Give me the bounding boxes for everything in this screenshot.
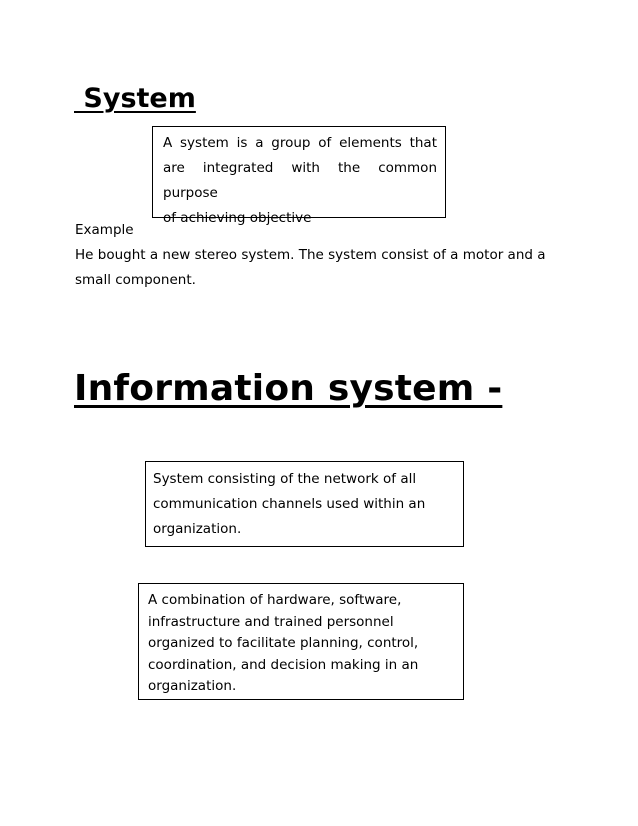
combination-definition-box (138, 583, 464, 700)
combination-definition-line: organization. (148, 678, 237, 694)
combination-definition-line: infrastructure and trained personnel (148, 613, 394, 630)
combination-definition-line: coordination, and decision making in an (148, 656, 419, 673)
network-definition-box (145, 461, 464, 547)
network-definition-line: System consisting of the network of all (153, 471, 417, 487)
network-definition-line: organization. (153, 521, 242, 537)
combination-definition-line: A combination of hardware, software, (148, 592, 402, 608)
network-definition-line: communication channels used within an (153, 496, 426, 512)
example-text-line: He bought a new stereo system. The system consist of a motor and a (75, 247, 546, 263)
example-label: Example (75, 222, 134, 238)
example-text-line: small component. (75, 272, 196, 288)
example-block (75, 218, 595, 293)
combination-definition-line: organized to facilitate planning, control, (148, 635, 419, 651)
system-heading: System (74, 83, 196, 114)
system-definition-line: A system is a group of elements that (163, 135, 437, 151)
system-definition-line: are integrated with the common purpose (163, 160, 437, 201)
system-definition-line: of achieving objective (163, 210, 312, 226)
information-system-heading: Information system - (74, 368, 503, 409)
system-definition-box (152, 126, 446, 226)
